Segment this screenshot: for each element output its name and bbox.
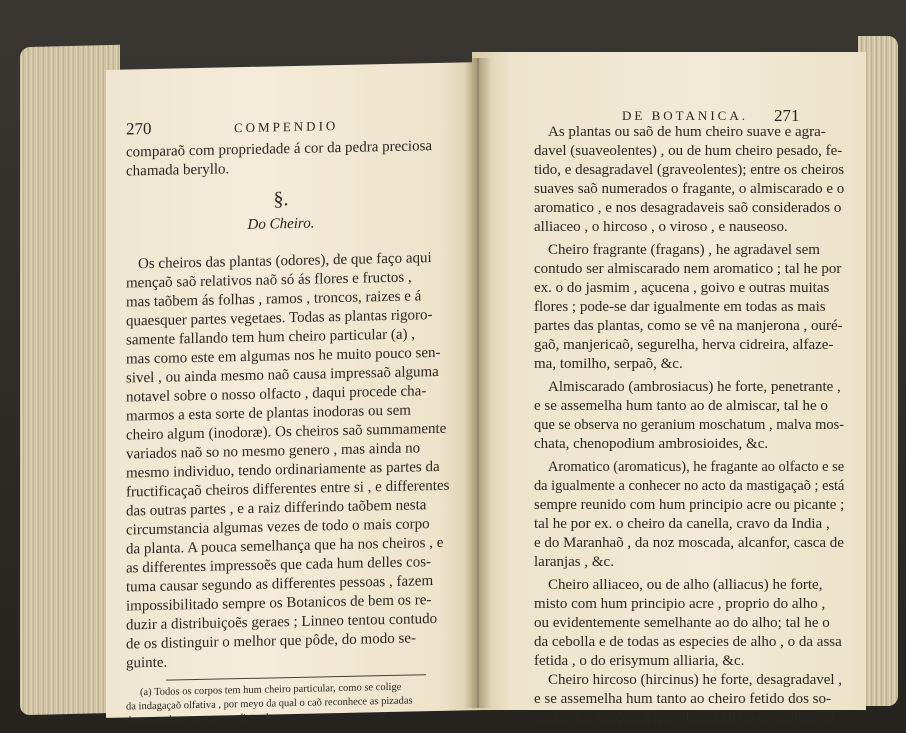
text-line: gaõ, manjericaõ, segurelha, herva cidreira, alfaze- xyxy=(534,337,834,353)
book-gutter xyxy=(464,58,492,708)
text-line: quaesquer partes vegetaes. Todas as plantas rigoro- xyxy=(126,307,433,330)
text-line: da igualmente a conhecer no acto da mastigaçaõ ; está xyxy=(534,478,845,494)
right-page xyxy=(472,52,866,726)
footnote-line: de seu senhor , e o vay em fim achar. xyxy=(126,712,282,727)
left-page-number: 270 xyxy=(126,118,152,139)
text-line: cheiro algum (inodoræ). Os cheiros saõ summamente xyxy=(126,420,447,444)
text-line: marmos a esta sorte de plantas inodoras ou sem xyxy=(126,402,411,425)
text-line: variados naõ so no mesmo genero , mas ainda no xyxy=(126,440,421,463)
text-line: mas como este em algumas nos he muito pouco sen- xyxy=(126,344,441,368)
text-line: mesmo individuo, tendo ordinariamente as partes da xyxy=(126,458,440,482)
text-line: sivel , ou ainda mesmo naõ causa impressaõ alguma xyxy=(126,363,439,387)
text-line: Cheiro fragrante (fragans) , he agradavel sem xyxy=(548,242,820,258)
left-running-head: COMPENDIO xyxy=(234,118,339,136)
text-line: fructificaçaõ cheiros differentes entre si , e differentes xyxy=(126,477,450,501)
text-line: as differentes impressoẽs que cada hum delles cos- xyxy=(126,554,432,577)
text-line: e se assemelha hum tanto ao cheiro fetido dos so- xyxy=(534,691,831,707)
text-line: de os distinguir o melhor que pôde, do modo se- xyxy=(126,630,416,653)
text-line: da cebolla e de todas as especies de alho , o da assa xyxy=(534,634,842,650)
text-line: suaves saõ numerados o fragante, o almiscarado e o xyxy=(534,181,845,197)
text-line: tuma causar segundo as differentes pessoas , fazem xyxy=(126,573,434,596)
text-line: comparaõ com propriedade á cor da pedra preciosa xyxy=(126,138,433,161)
text-line: davel (suaveolentes) , ou de hum cheiro pesado, fe- xyxy=(534,143,843,159)
right-running-head: DE BOTANICA. xyxy=(622,108,748,123)
text-line: das outras partes , e a raiz differindo taõbem nesta xyxy=(126,497,427,520)
footnote-line: (a) Todos os corpos tem hum cheiro particular, como se colige xyxy=(140,681,402,699)
section-title: Do Cheiro. xyxy=(247,215,315,233)
footnote-line: da indagaçaõ olfativa , por meyo da qual o caõ reconhece as pizadas xyxy=(126,695,413,713)
text-line: impossibilitado sempre os Botanicos de bem os re- xyxy=(126,592,432,615)
text-line: aromatico , e nos desagradaveis saõ considerados o xyxy=(534,200,842,216)
text-line: As plantas ou saõ de hum cheiro suave e agra- xyxy=(548,124,826,140)
text-line: ex. o do jasmim , açucena , goivo e outras muitas xyxy=(534,280,830,296)
text-line: misto com hum principio acre , proprio do alho , xyxy=(534,596,826,612)
text-line: Almiscarado (ambrosiacus) he forte, penetrante , xyxy=(548,379,841,395)
text-line: laranjas , &c. xyxy=(534,554,614,570)
text-line: mençaõ saõ relativos naõ só ás flores e fructos , xyxy=(126,269,412,292)
text-line: alliaceo , o hircoso , o viroso , e nauseoso. xyxy=(534,219,788,235)
text-line: contudo ser almiscarado nem aromatico ; tal he por xyxy=(534,261,842,277)
text-line: Os cheiros das plantas (odores), de que faço aqui xyxy=(138,250,432,273)
right-page-number: 271 xyxy=(774,106,800,125)
text-line: partes das plantas, como se vê na manjerona , ouré- xyxy=(534,318,843,334)
left-page xyxy=(106,62,484,727)
text-line: e se assemelha hum tanto ao de almiscar, tal he o xyxy=(534,398,828,414)
text-line: e do Maranhaõ , da noz moscada, alcanfor, casca de xyxy=(534,535,844,551)
text-line: da planta. A pouca semelhança que ha nos cheiros , e xyxy=(126,534,444,558)
open-book xyxy=(16,30,896,727)
text-line: que se observa no geranium moschatum , malva mos- xyxy=(534,417,845,433)
text-line: mas taõbem ás folhas , ramos , troncos, raizes e á xyxy=(126,288,422,311)
text-line: flores ; pode-se dar igualmente em todas as mais xyxy=(534,299,826,315)
text-line: Cheiro hircoso (hircinus) he forte, desagradavel , xyxy=(548,672,843,688)
text-line: ou evidentemente semelhante ao do alho; tal he o xyxy=(534,615,830,631)
text-line: vacos dos braços, a que alguns chamaõ catinga ou xyxy=(534,710,835,726)
text-line: ma, tomilho, serpaõ, &c. xyxy=(534,356,683,372)
text-line: fetida , o do erisymum alliaria, &c. xyxy=(534,653,745,669)
text-line: Aromatico (aromaticus), he fragante ao olfacto e se xyxy=(548,459,845,475)
text-line: guinte. xyxy=(126,654,168,672)
text-line: tido, e desagradavel (graveolentes); entre os cheiros xyxy=(534,162,845,178)
text-line: Cheiro alliaceo, ou de alho (alliacus) he forte, xyxy=(548,577,823,593)
text-line: chata, chenopodium ambrosioides, &c. xyxy=(534,436,769,452)
text-line: sempre reunido com hum principio acre ou picante ; xyxy=(534,497,845,513)
text-line: tal he por ex. o cheiro da canella, cravo da India , xyxy=(534,516,830,532)
text-line: circumstancia algumas vezes de todo o mais corpo xyxy=(126,516,430,539)
text-line: duzir a distribuiçoẽs geraes ; Linneo tentou contudo xyxy=(126,610,438,634)
section-mark: §. xyxy=(273,188,289,211)
footnote-rule xyxy=(166,674,426,680)
text-line: samente fallando tem hum cheiro particular (a) , xyxy=(126,326,416,349)
text-line: chamada beryllo. xyxy=(126,161,230,180)
left-page-edges xyxy=(20,45,120,716)
text-line: notavel sobre o nosso olfacto , daqui procede cha- xyxy=(126,383,427,406)
